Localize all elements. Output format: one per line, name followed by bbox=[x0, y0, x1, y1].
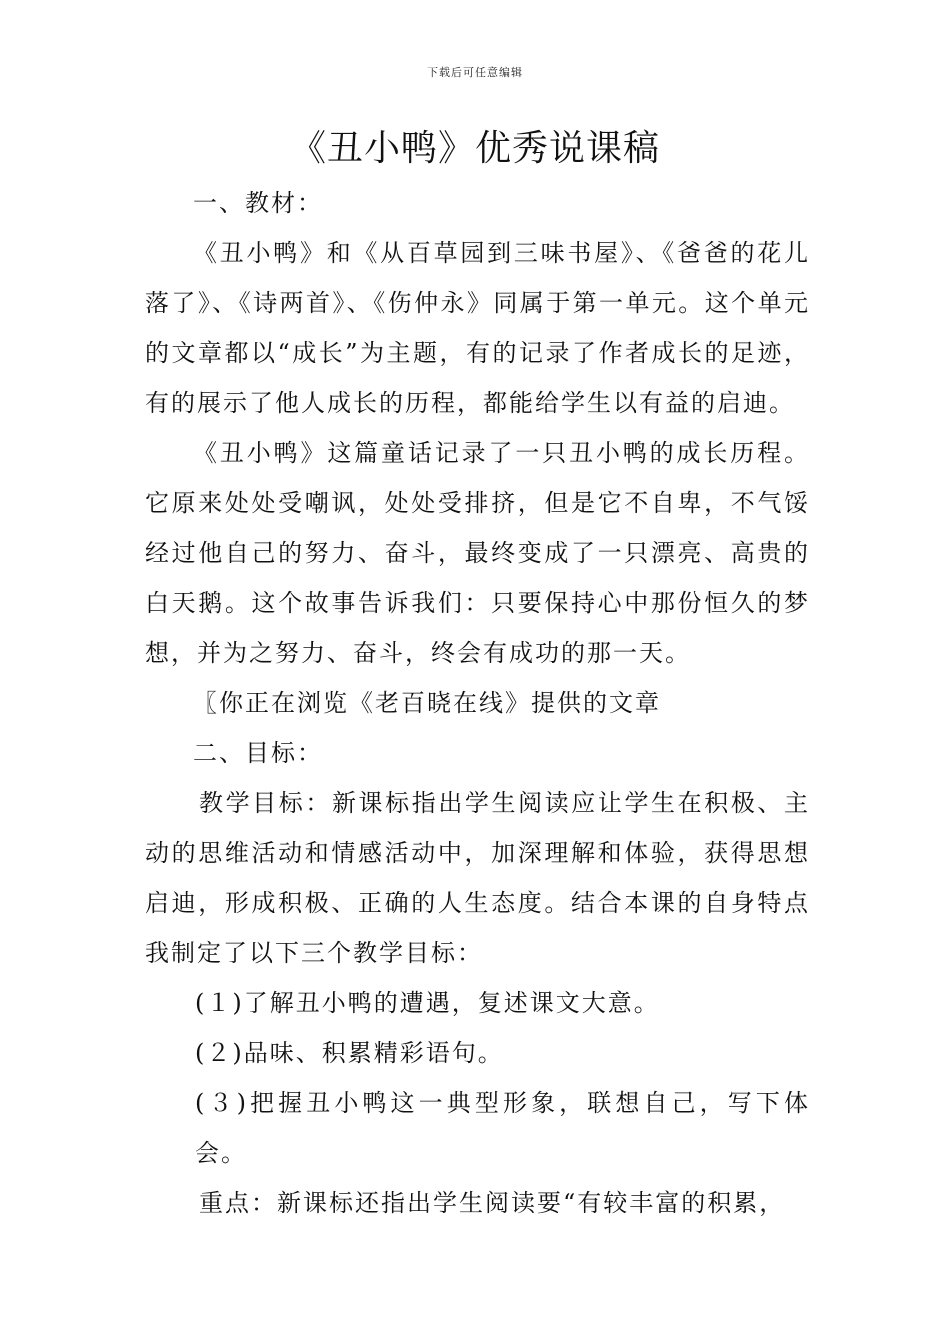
goal-item-2: (２)品味、积累精彩语句。 bbox=[195, 1039, 504, 1067]
paragraph-key-points: 重点：新课标还指出学生阅读要“有较丰富的积累， bbox=[199, 1189, 786, 1217]
section-heading-goals: 二、目标： bbox=[193, 739, 323, 767]
page-header-note: 下载后可任意编辑 bbox=[427, 66, 523, 79]
document-title: 《丑小鸭》优秀说课稿 bbox=[289, 128, 660, 169]
goal-item-3: (３)把握丑小鸭这一典型形象，联想自己，写下体会。 bbox=[195, 1089, 810, 1167]
paragraph-teaching-goals: 教学目标：新课标指出学生阅读应让学生在积极、主动的思维活动和情感活动中，加深理解和体验，获得思想启迪，形成积极、正确的人生态度。结合本课的自身特点我制定了以下三个教学目标： bbox=[145, 789, 810, 967]
goal-item-1: (１)了解丑小鸭的遭遇，复述课文大意。 bbox=[195, 989, 660, 1017]
paragraph-story-summary: 《丑小鸭》这篇童话记录了一只丑小鸭的成长历程。它原来处处受嘲讽，处处受排挤，但是它不自卑，不气馁经过他自己的努力、奋斗，最终变成了一只漂亮、高贵的白天鹅。这个故事告诉我们：只要保持心中那份恒久的梦想，并为之努力、奋斗，终会有成功的那一天。 bbox=[145, 439, 810, 667]
document-body bbox=[145, 178, 810, 1228]
section-heading-materials: 一、教材： bbox=[193, 189, 323, 217]
source-note: 〖你正在浏览《老百晓在线》提供的文章 bbox=[193, 689, 661, 717]
paragraph-unit-overview: 《丑小鸭》和《从百草园到三味书屋》、《爸爸的花儿落了》、《诗两首》、《伤仲永》同属于第一单元。这个单元的文章都以“成长”为主题，有的记录了作者成长的足迹，有的展示了他人成长的历程，都能给学生以有益的启迪。 bbox=[145, 239, 810, 417]
